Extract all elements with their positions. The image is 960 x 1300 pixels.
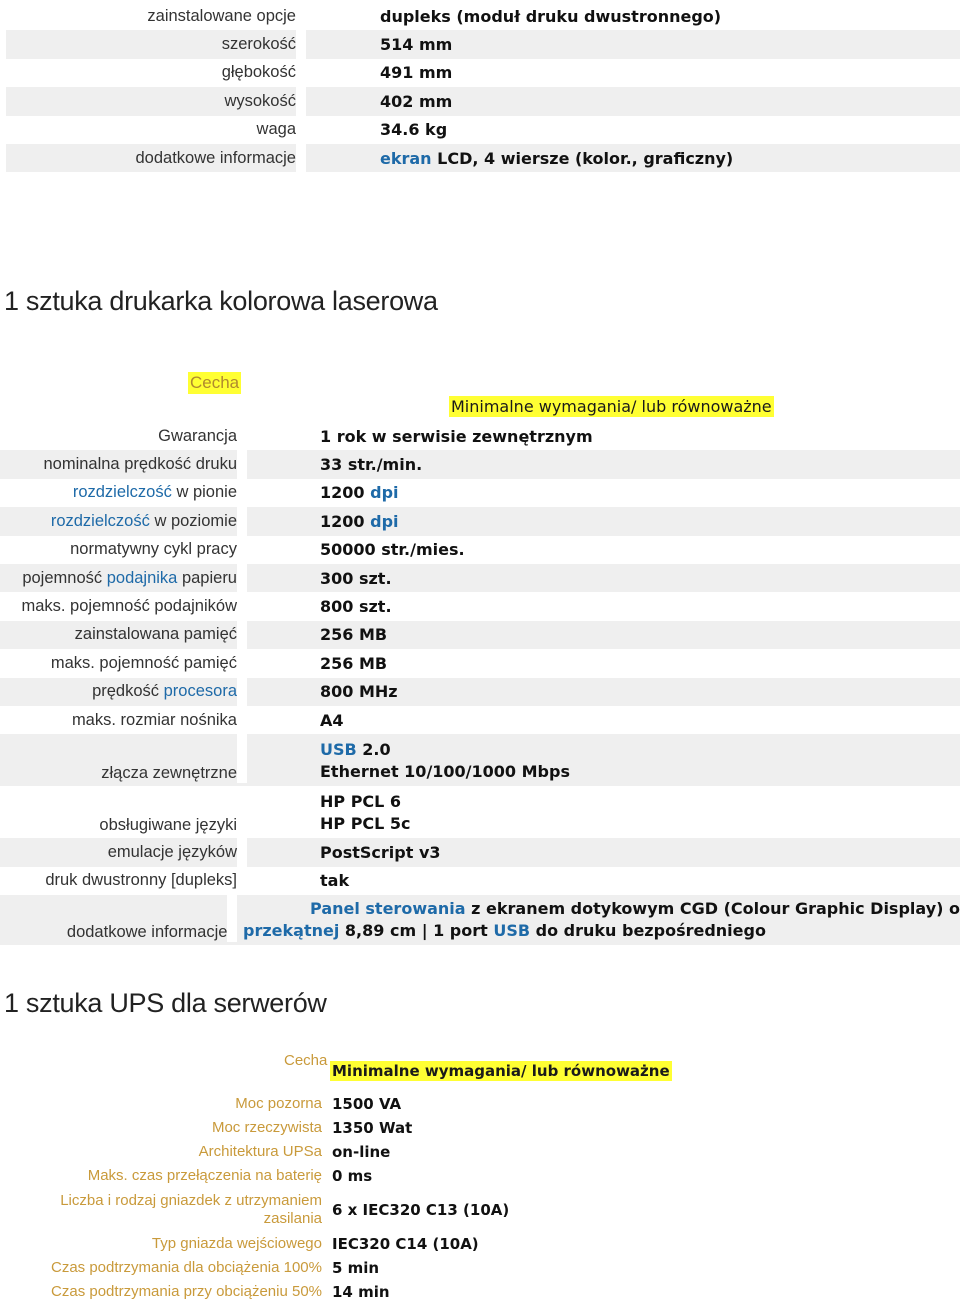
spec-label: Typ gniazda wejściowego <box>151 1235 322 1252</box>
spec-value: 402 mm <box>380 91 453 111</box>
spec-label: maks. rozmiar nośnika <box>71 710 237 729</box>
usb-link[interactable]: USB <box>320 740 357 760</box>
spec-value: A4 <box>320 710 344 730</box>
spec-label: dodatkowe informacje <box>66 923 228 942</box>
table-row <box>0 564 960 592</box>
spec-label: Gwarancja <box>158 426 237 445</box>
col-header-requirements: Minimalne wymagania/ lub równoważne <box>451 397 772 416</box>
table-row <box>0 678 960 706</box>
table-row <box>0 895 960 945</box>
spec-label: maks. pojemność pamięć <box>50 653 237 672</box>
spec-value: PostScript v3 <box>320 842 441 862</box>
spec-label: Maks. czas przełączenia na baterię <box>87 1167 322 1184</box>
printer-heading: 1 sztuka drukarka kolorowa laserowa <box>4 286 438 316</box>
table-row <box>0 1164 960 1188</box>
table-row <box>6 144 960 172</box>
printer-spec-table <box>0 422 960 945</box>
table-row <box>6 2 960 30</box>
spec-value: USB 2.0 Ethernet 10/100/1000 Mbps <box>320 740 570 782</box>
spec-label: waga <box>256 120 296 139</box>
table-row <box>0 1232 960 1256</box>
table-row <box>0 1140 960 1164</box>
spec-value: 34.6 kg <box>380 120 448 140</box>
rozdzielczosc-link[interactable]: rozdzielczość <box>50 511 150 530</box>
spec-value: 14 min <box>332 1283 390 1300</box>
table-row <box>6 116 960 144</box>
spec-label: emulacje języków <box>107 842 237 861</box>
ekran-link[interactable]: ekran <box>380 148 432 168</box>
table-row <box>0 621 960 649</box>
procesora-link[interactable]: procesora <box>163 682 237 701</box>
spec-label: obsługiwane języki <box>99 816 237 835</box>
table-row <box>0 1092 960 1116</box>
table-row <box>0 592 960 620</box>
spec-label: głębokość <box>221 63 296 82</box>
table-row <box>0 1280 960 1300</box>
dpi-link[interactable]: dpi <box>370 511 399 531</box>
spec-label: normatywny cykl pracy <box>70 540 237 559</box>
spec-value: on-line <box>332 1143 391 1161</box>
table-row <box>0 649 960 677</box>
spec-label: Czas podtrzymania dla obciążenia 100% <box>51 1259 322 1276</box>
col-header-cecha: Cecha <box>190 373 240 392</box>
spec-value: 6 x IEC320 C13 (10A) <box>332 1201 510 1219</box>
table-row <box>0 1256 960 1280</box>
spec-label: druk dwustronny [dupleks] <box>45 871 237 890</box>
table-row <box>0 450 960 478</box>
table-row <box>0 838 960 866</box>
spec-value: 1500 VA <box>332 1095 402 1113</box>
spec-value: 1 rok w serwisie zewnętrznym <box>320 426 593 446</box>
spec-value: 514 mm <box>380 35 453 55</box>
table-row <box>0 1116 960 1140</box>
table-row <box>0 786 960 838</box>
table-row <box>0 867 960 895</box>
usb-link[interactable]: USB <box>493 921 531 941</box>
table-row <box>0 507 960 535</box>
spec-label: nominalna prędkość druku <box>43 455 237 474</box>
spec-value: 0 ms <box>332 1167 373 1185</box>
spec-value: 5 min <box>332 1259 380 1277</box>
spec-label: Architektura UPSa <box>198 1143 322 1160</box>
spec-label: Liczba i rodzaj gniazdek z utrzymaniem zasilania <box>60 1192 322 1227</box>
spec-label: zainstalowane opcje <box>147 6 296 25</box>
ups-spec-table <box>0 1092 960 1300</box>
spec-value: ekran LCD, 4 wiersze (kolor., graficzny) <box>380 148 734 168</box>
spec-value: 256 MB <box>320 653 388 673</box>
spec-value: 50000 str./mies. <box>320 540 465 560</box>
spec-label: prędkość procesora <box>92 682 237 701</box>
ups-heading: 1 sztuka UPS dla serwerów <box>4 988 327 1018</box>
spec-value: 1200 dpi <box>320 483 399 503</box>
rozdzielczosc-link[interactable]: rozdzielczość <box>72 483 172 502</box>
panel-sterowania-link[interactable]: Panel sterowania <box>310 899 466 919</box>
table-row <box>6 59 960 87</box>
table-row <box>6 87 960 115</box>
dpi-link[interactable]: dpi <box>370 483 399 503</box>
spec-value: 491 mm <box>380 63 453 83</box>
spec-value: 800 MHz <box>320 682 398 702</box>
table-row <box>6 30 960 58</box>
spec-label: pojemność podajnika papieru <box>22 568 237 587</box>
spec-label: rozdzielczość w poziomie <box>50 511 237 530</box>
table-row <box>0 422 960 450</box>
spec-label: Czas podtrzymania przy obciążeniu 50% <box>51 1283 322 1300</box>
spec-label: maks. pojemność podajników <box>21 597 237 616</box>
spec-value: 1350 Wat <box>332 1119 413 1137</box>
spec-value: 300 szt. <box>320 568 392 588</box>
spec-value: 800 szt. <box>320 597 392 617</box>
top-spec-table <box>6 2 960 172</box>
spec-label: dodatkowe informacje <box>135 148 296 167</box>
spec-value: Panel sterowania z ekranem dotykowym CGD (Colour Graphic Display) o przekątnej 8,89 cm | 1 port USB do druku bezpośredniego <box>243 899 960 941</box>
spec-value: dupleks (moduł druku dwustronnego) <box>380 6 722 26</box>
spec-value: tak <box>320 871 350 891</box>
spec-label: rozdzielczość w pionie <box>72 483 237 502</box>
col-header-requirements: Minimalne wymagania/ lub równoważne <box>332 1062 670 1080</box>
table-row <box>0 479 960 507</box>
spec-label: Moc rzeczywista <box>211 1119 322 1136</box>
spec-value: IEC320 C14 (10A) <box>332 1235 479 1253</box>
spec-label: wysokość <box>224 91 296 110</box>
przekatnej-link[interactable]: przekątnej <box>243 921 340 941</box>
spec-value: 33 str./min. <box>320 455 423 475</box>
spec-label: złącza zewnętrzne <box>101 764 237 783</box>
spec-value: 1200 dpi <box>320 511 399 531</box>
table-row <box>0 536 960 564</box>
podajnika-link[interactable]: podajnika <box>106 568 178 587</box>
table-row <box>0 706 960 734</box>
table-row <box>0 1188 960 1232</box>
spec-label: zainstalowana pamięć <box>74 625 237 644</box>
spec-label: szerokość <box>221 35 296 54</box>
spec-label: Moc pozorna <box>235 1095 322 1112</box>
spec-value: 256 MB <box>320 625 388 645</box>
col-header-cecha: Cecha <box>284 1052 328 1069</box>
spec-value: HP PCL 6 HP PCL 5c <box>320 792 411 834</box>
table-row <box>0 734 960 786</box>
